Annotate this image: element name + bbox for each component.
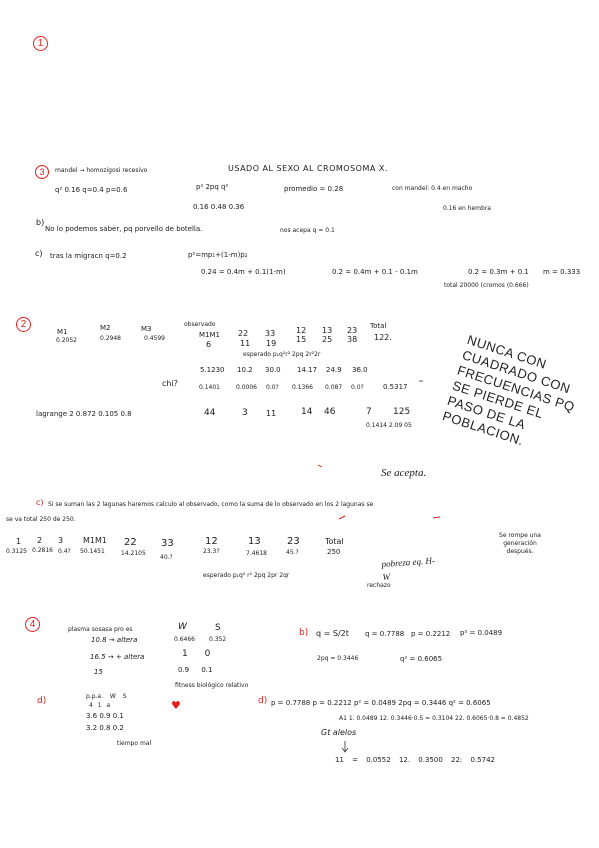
sec2-geno-top-5: 13 [322,326,333,335]
sec2-esperado-label: esperado p₁q²r² 2pq 2r²2r [243,351,321,358]
sec2-geno-bot-2: 11 [240,339,251,348]
sec2-header-value-1: 0.2052 [56,337,77,344]
sec2-geno-bot-5: 25 [322,335,333,344]
sec2-chi-label: chi? [162,379,178,388]
sec2-row3-5: 46 [324,407,336,417]
sec2-header-label-2: M2 [100,324,111,332]
sec2-row-value-5: 14.2105 [121,550,146,557]
sec4-d-label: d) [37,696,47,706]
sec2-row-value-3: 0.4? [58,548,71,555]
sec2-observado: observado [184,321,216,328]
sec3-c-total: total 20000 (cromos (0.666) [444,282,529,289]
sec4-d-r4: tiempo mal [117,740,152,747]
sec2-c-text2: se va total 250 de 250. [6,516,76,523]
sec2-chi-5: 0.087 [325,384,343,391]
sec2-expected-4: 14.17 [297,366,318,374]
sec4-r2: 16.5 → + altera [90,653,145,661]
sec2-expected-6: 36.0 [352,366,368,374]
sec2-chi-6: 0.0? [351,384,364,391]
sec4-d2-row: A1 1. 0.0489 12. 0.3446·0.5 = 0.3104 22. 0.6065·0.8 = 0.4852 [339,715,529,722]
sec4-col-w-val: 0.6466 [174,636,195,643]
sec2-chi-3: 0.0? [266,384,279,391]
section-4-number: 4 [25,617,40,632]
sec2-esperado2: esperado p₁q² r² 2pq 2pr 2qr [203,572,290,579]
sec2-row3-6: 7 [366,407,372,417]
sec2-header-label-3: M3 [141,325,152,333]
sec2-row-label-10: Total [325,537,344,546]
sec3-b-right: nos acepa q = 0.1 [280,227,335,234]
sec4-b-q2: q² = 0.6065 [400,655,443,663]
sec4-b-text1: q = S/2t [316,629,349,638]
sec2-expected-3: 30.0 [265,366,281,374]
sec2-row-label-6: 33 [161,538,174,549]
sec2-expected-2: 10.2 [237,366,253,374]
sec2-row-label-4: M1M1 [83,536,107,545]
sec2-chi-1: 0.1401 [199,384,220,391]
sec3-c-eq1: 0.24 = 0.4m + 0.1(1-m) [201,268,286,276]
sec2-geno-top-7: Total [370,322,387,330]
sec3-con-mandel: con mandel: 0.4 en macho [392,185,473,192]
sec2-row-label-7: 12 [205,536,218,547]
sec4-d2-label: d) [258,696,268,706]
sec4-b-p: p = 0.2212 [411,630,451,638]
sec3-c-label: c) [35,249,43,258]
sec2-geno-top-6: 23 [347,326,358,335]
sec3-c-eq3: 0.2 = 0.3m + 0.1 [468,268,529,276]
sec4-b-q: q = 0.7788 [365,630,405,638]
sec2-geno-top-1: M1M1 [199,331,220,339]
sec4-fitness: fitness biológico relativo [175,682,249,689]
sec2-header-value-2: 0.2948 [100,335,121,342]
sec4-d2-alelos: Gt alelos [321,728,357,737]
sec4-col-s-val: 0.352 [209,636,227,643]
heart-icon: ♥ [171,699,181,712]
sec2-c-label: c) [36,498,44,507]
sec2-se-rompe: Se rompe una generación después. [499,532,541,555]
sec2-pobre: pobreza eq. H-W [381,555,436,583]
sec4-mid1: 1 0 [182,649,211,659]
sec4-d-r1: 4 1 a [89,702,111,709]
sec4-d-r3: 3.2 0.8 0.2 [86,724,124,732]
sec4-d-head: p.p.a. W S [86,693,127,700]
sec4-col-w: W [178,622,187,632]
sec4-d2-final: 11 = 0.0552 12. 0.3500 22: 0.5742 [335,756,496,764]
sec2-lagrange: lagrange 2 0.872 0.105 0.8 [36,410,132,418]
sec2-chi-7: 0.5317 [383,383,408,391]
sec2-row-value-6: 40.? [160,554,173,561]
sec2-row-value-8: 7.4618 [246,550,267,557]
sec2-geno-top-4: 12 [296,326,307,335]
sec2-row-label-5: 22 [124,537,137,548]
sec3-c-m: m = 0.333 [543,268,581,276]
sec3-c-text: tras la migracn q=0.2 [50,252,127,260]
sec4-r1: 10.8 → altera [91,636,138,644]
sec2-row-label-1: 1 [16,537,22,546]
sec2-rechazo: rechazo [367,582,391,589]
sec2-expected-5: 24.9 [326,366,342,374]
sec3-b-label: b) [36,218,45,227]
sec3-line1-left: mandel → homozigosi recesivo [55,167,148,174]
sec3-c-formula: p²=mp₁+(1-m)p₂ [188,251,248,259]
sec4-b-label: b) [299,628,309,638]
sec2-row3-2: 3 [242,408,248,418]
sec4-d2-line: p = 0.7788 p = 0.2212 p² = 0.0489 2pq = 0.3446 q² = 0.6065 [271,699,491,707]
sec2-row-value-2: 0.2816 [32,547,53,554]
sec2-header-value-3: 0.4599 [144,335,165,342]
sec2-row-value-10: 250 [327,548,341,556]
sec2-c-text: Si se suman las 2 lagunas haremos calculo al observado, como la suma de lo observado en los 2 lagunas se [48,501,374,508]
sec2-chi-total: 0.1414 2.09 05 [366,422,412,429]
sec2-row-label-8: 13 [248,536,261,547]
section-3-number: 3 [35,165,49,179]
sec2-row3-7: 125 [393,407,411,417]
sec2-geno-top-2: 22 [238,329,249,338]
sec3-freqs: q² 0.16 q=0.4 p=0.6 [55,186,128,194]
sec3-promedio: promedio = 0.28 [284,185,344,193]
sec2-expected-1: 5.1230 [200,366,225,374]
sec4-left-head: plasma sosasa pro es [68,626,133,633]
sec3-c-eq2: 0.2 = 0.4m + 0.1 - 0.1m [332,268,418,276]
sec2-geno-bot-1: 6 [206,340,212,349]
sec2-row-value-4: 50.1451 [80,548,105,555]
sec2-geno-bot-3: 19 [266,339,277,348]
sec2-row-value-1: 0.3125 [6,548,27,555]
sec2-row-label-3: 3 [58,536,64,545]
sec3-hembra: 0.16 en hembra [443,205,491,212]
sec2-geno-top-3: 33 [265,329,276,338]
sec2-row-value-9: 45.? [286,549,299,556]
sec2-geno-bot-4: 15 [296,335,307,344]
sec3-genotypes: p² 2pq q² [196,183,229,191]
sec2-row-value-7: 23.3? [203,548,220,555]
sec4-mid2: 0.9 0.1 [178,666,213,674]
sec2-se-acepta: Se acepta. [381,467,427,479]
sec3-line1-mid: USADO AL SEXO AL CROMOSOMA X. [228,164,388,173]
sec2-chi-2: 0.0006 [236,384,257,391]
sec2-geno-bot-7: 122. [374,333,392,342]
sec2-row-label-9: 23 [287,536,300,547]
sec3-b-text: No lo podemos saber, pq porvello de botella. [45,225,203,233]
sec4-r3: 15 [94,668,103,676]
sec2-header-label-1: M1 [57,328,68,336]
sec4-col-s: S [215,623,221,633]
section-2-number: 2 [16,317,31,332]
section-1-number: 1 [33,36,48,51]
sec2-chi-4: 0.1366 [292,384,313,391]
sec3-genotype-values: 0.16 0.48 0.36 [193,203,245,211]
sec4-b-p2: p² = 0.0489 [460,629,503,637]
sec2-row3-4: 14 [301,407,313,417]
sec4-b-2pq: 2pq = 0.3446 [317,655,359,662]
sec2-row-label-2: 2 [37,536,43,545]
sec2-row3-3: 11 [266,409,277,418]
sec2-nunca-note: NUNCA CON CUADRADO CON FRECUENCIAS PQ SE PIERDE EL PASO DE LA POBLACION. [440,332,577,449]
sec2-geno-bot-6: 38 [347,335,358,344]
sec2-row3-1: 44 [204,408,216,418]
sec4-d-r2: 3.6 0.9 0.1 [86,712,124,720]
